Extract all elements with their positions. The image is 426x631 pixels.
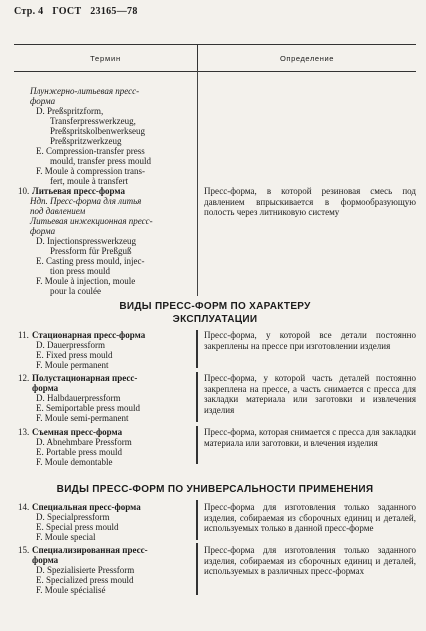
term-alt: Литьевая инжекционная пресс- [30, 216, 153, 226]
entry-number: 15. [18, 545, 30, 555]
term-en: E. Casting press mould, injec- [36, 256, 145, 266]
column-term: Термин [14, 45, 198, 71]
section-heading [14, 300, 416, 326]
entry-number: 11. [18, 330, 29, 340]
term-fr: F. Moule permanent [36, 360, 109, 370]
term-fr: F. Moule semi-permanent [36, 413, 129, 423]
page-header [14, 6, 144, 17]
section-heading: ВИДЫ ПРЕСС-ФОРМ ПО УНИВЕРСАЛЬНОСТИ ПРИМЕНЕНИЯ [56, 484, 374, 495]
term-fr: F. Moule à injection, moule [36, 276, 136, 286]
standard-number: 23165—78 [90, 6, 138, 17]
term-de: Transferpresswerkzeug, [50, 116, 136, 126]
term-title: Специальная пресс-форма [32, 502, 141, 512]
column-divider [196, 330, 198, 368]
standard-label: ГОСТ [52, 6, 82, 17]
column-divider [196, 372, 198, 422]
definition: Пресс-форма, у которой все детали постоянно закреплены на прессе при изготовлении изделия [204, 330, 416, 351]
term-en: tion press mould [50, 266, 110, 276]
term-en: mould, transfer press mould [50, 156, 151, 166]
column-divider [196, 500, 198, 540]
term-de: Pressform für Preßguß [50, 246, 132, 256]
term-title: Специализированная пресс- [32, 545, 148, 555]
definition: Пресс-форма, в которой резиновая смесь под давлением впрыскивается в формообразующую полость через литниковую систему [204, 186, 416, 217]
page-number: Стр. 4 [14, 6, 44, 17]
term-deprecated: Ндп. Пресс-форма для литья [30, 196, 142, 206]
term-de: D. Abnehmbare Pressform [36, 437, 132, 447]
entry-number: 13. [18, 427, 30, 437]
term-en: E. Fixed press mould [36, 350, 113, 360]
term-fr: F. Moule special [36, 532, 96, 542]
term-fr: fert, moule à transfert [50, 176, 128, 186]
table-header [14, 44, 416, 72]
term-deprecated: под давлением [30, 206, 86, 216]
term-en: E. Special press mould [36, 522, 119, 532]
definition: Пресс-форма для изготовления только заданного изделия, собираемая из сборочных единиц и деталей, используемых только в данной пресс-форме [204, 502, 416, 533]
column-divider [197, 70, 198, 296]
term-en: E. Compression-transfer press [36, 146, 145, 156]
entry-number: 14. [18, 502, 30, 512]
section-heading-line: ЭКСПЛУАТАЦИИ [172, 314, 258, 325]
definition: Пресс-форма, которая снимается с пресса для закладки материала или заготовки, и влечения изделия [204, 427, 416, 448]
column-definition: Определение [279, 53, 335, 63]
column-divider [196, 543, 198, 595]
term-title: Стационарная пресс-форма [32, 330, 146, 340]
term-line: форма [30, 96, 56, 106]
term-de: D. Preßspritzform, [36, 106, 104, 116]
term-en: E. Semiportable press mould [36, 403, 140, 413]
term-en: E. Specialized press mould [36, 575, 134, 585]
term-title: Съемная пресс-форма [32, 427, 123, 437]
term-en: E. Portable press mould [36, 447, 122, 457]
entry-number: 10. [18, 186, 30, 196]
definition: Пресс-форма для изготовления только заданного изделия, собираемая из сборочных единиц и деталей, используемых в различных пресс-формах [204, 545, 416, 576]
term-de: D. Specialpressform [36, 512, 110, 522]
term-de: Preßspritzwerkzeug [50, 136, 122, 146]
definition: Пресс-форма, у которой часть деталей постоянно закреплена на прессе, а часть снимается с пресса для закладки материала или заготовки и извлечения изделия [204, 373, 416, 415]
term-title: форма [32, 383, 59, 393]
term-fr: F. Moule à compression trans- [36, 166, 146, 176]
term-de: D. Halbdauerpressform [36, 393, 121, 403]
term-fr: F. Moule spécialisé [36, 585, 106, 595]
term-alt: форма [30, 226, 56, 236]
term-line: Плунжерно-литьевая пресс- [30, 86, 140, 96]
term-title: Литьевая пресс-форма [32, 186, 125, 196]
term-title: форма [32, 555, 59, 565]
term-de: Preßspritskolbenwerkseug [50, 126, 145, 136]
term-de: D. Spezialisierte Pressform [36, 565, 135, 575]
term-fr: F. Moule demontable [36, 457, 113, 467]
term-fr: pour la coulée [50, 286, 101, 296]
term-de: D. Injectionspresswerkzeug [36, 236, 136, 246]
term-de: D. Dauerpressform [36, 340, 105, 350]
term-title: Полустационарная пресс- [32, 373, 138, 383]
section-heading-line: ВИДЫ ПРЕСС-ФОРМ ПО ХАРАКТЕРУ [119, 301, 311, 312]
column-divider [196, 426, 198, 464]
entry-number: 12. [18, 373, 30, 383]
